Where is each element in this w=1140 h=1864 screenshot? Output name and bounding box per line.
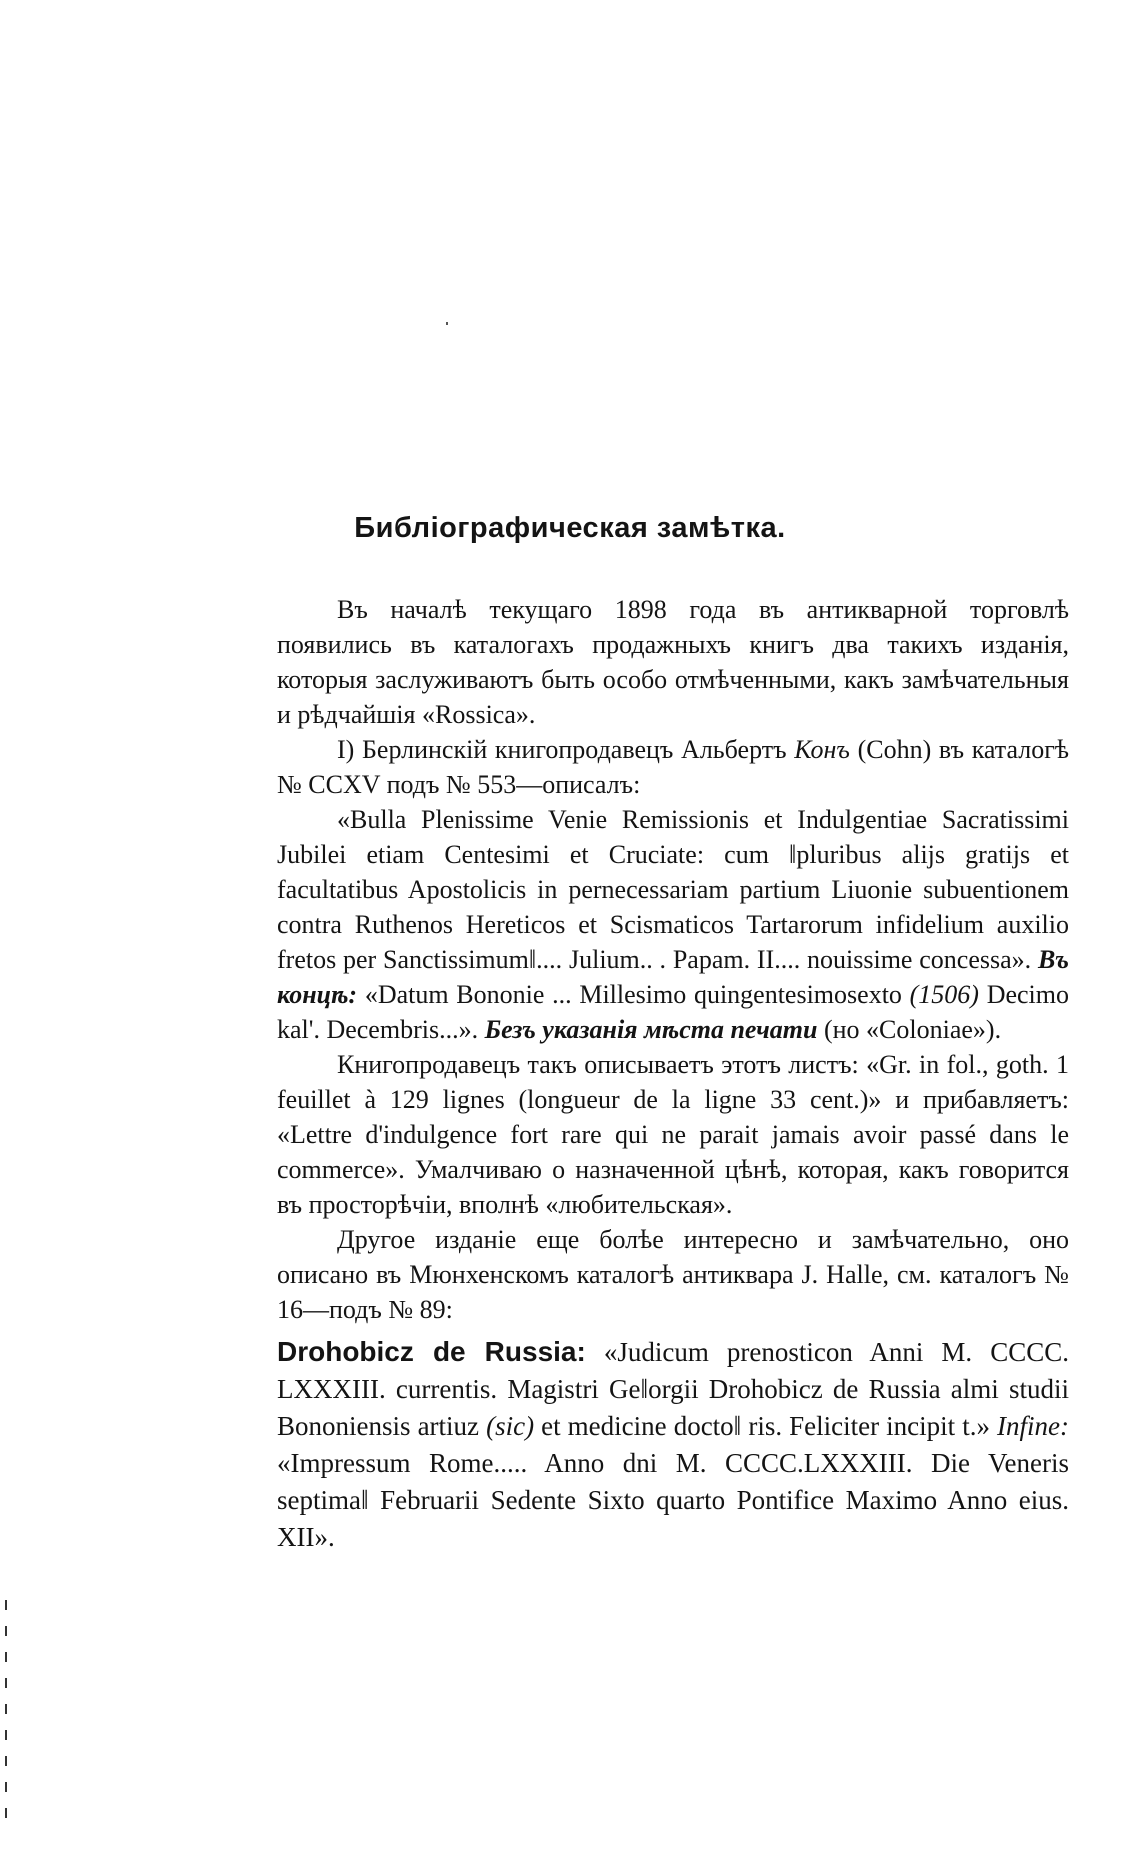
second-edition-paragraph: Другое изданіе еще болѣе интересно и замѣчательно, оно описано въ Мюнхенскомъ каталогѣ антиквара J. Halle, см. каталогъ № 16—подъ № 89:: [277, 1225, 1069, 1324]
year: (1506): [909, 980, 979, 1009]
quote2-text2: et medicine docto‖ ris. Feliciter incipit t.»: [541, 1411, 990, 1441]
no-place-note: (но «Coloniae»).: [823, 1015, 1002, 1044]
item1-lead: I) Берлинскій книгопродавецъ Альбертъ: [337, 735, 787, 764]
quote2-paragraph: [277, 1333, 1069, 1556]
article-body: [277, 592, 1069, 1556]
ink-speck: [446, 322, 448, 325]
seller-description: Книгопродавецъ такъ описываетъ этотъ листъ: «Gr. in fol., goth. 1 feuillet à 129 lignes (longueur de la ligne 33 cent.)» и прибавляетъ: «Lettre d'indulgence fort rare qui ne parait jamais avoir passé dans le commerce». Умалчиваю о назначенной цѣнѣ, которая, какъ говорится въ просторѣчіи, вполнѣ «любительская».: [277, 1050, 1069, 1219]
at-end-text: «Datum Bononie ... Millesimo quingentesimosexto: [364, 980, 902, 1009]
intro-paragraph: Въ началѣ текущаго 1898 года въ антикварной торговлѣ появились въ каталогахъ продажныхъ книгъ два такихъ изданія, которыя заслуживаютъ быть особо отмѣченными, какъ замѣчательныя и рѣдчайшія «Rossica».: [277, 595, 1069, 729]
quote1-text: «Bulla Plenissime Venie Remissionis et Indulgentiae Sacratissimi Jubilei etiam Centesimi et Cruciate: cum ‖pluribus alijs gratijs et facultatibus Apostolicis in pernecessariam partium Liuonie subuentionem contra Ruthenos Hereticos et Scismaticos Tartarorum infidelium auxilio fretos per Sanctissimum‖.... Julium.. . Papam. II.... nouissime concessa».: [277, 805, 1069, 974]
item1-paragraph: [277, 732, 1069, 802]
date-text: Decimo kal'. Decembris...».: [277, 980, 1069, 1044]
item1-name: Конъ: [794, 735, 850, 764]
quote2-text: «Judicum prenosticon Anni M. CCCC. LXXXIII. currentis. Magistri Ge‖orgii Drohobicz de Russia almi studii Bononiensis artiuz: [277, 1337, 1069, 1441]
infine-label: Infine:: [997, 1411, 1069, 1441]
sic-note: (sic): [486, 1411, 535, 1441]
author-name: Drohobicz de Russia:: [277, 1336, 586, 1367]
at-end-label: Въ концѣ:: [277, 945, 1069, 1009]
infine-text: «Impressum Rome..... Anno dni M. CCCC.LXXXIII. Die Veneris septima‖ Februarii Sedente Sixto quarto Pontifice Maximo Anno eius. XII».: [277, 1448, 1069, 1552]
document-title: Библіографическая замѣтка.: [354, 512, 786, 544]
no-place-label: Безъ указанія мѣста печати: [484, 1015, 818, 1044]
item1-after-name: (Cohn) въ каталогѣ № CCXV подъ № 553—описалъ:: [277, 735, 1070, 799]
quote1-paragraph: [277, 802, 1069, 1047]
binding-edge-marks: [5, 1600, 7, 1830]
